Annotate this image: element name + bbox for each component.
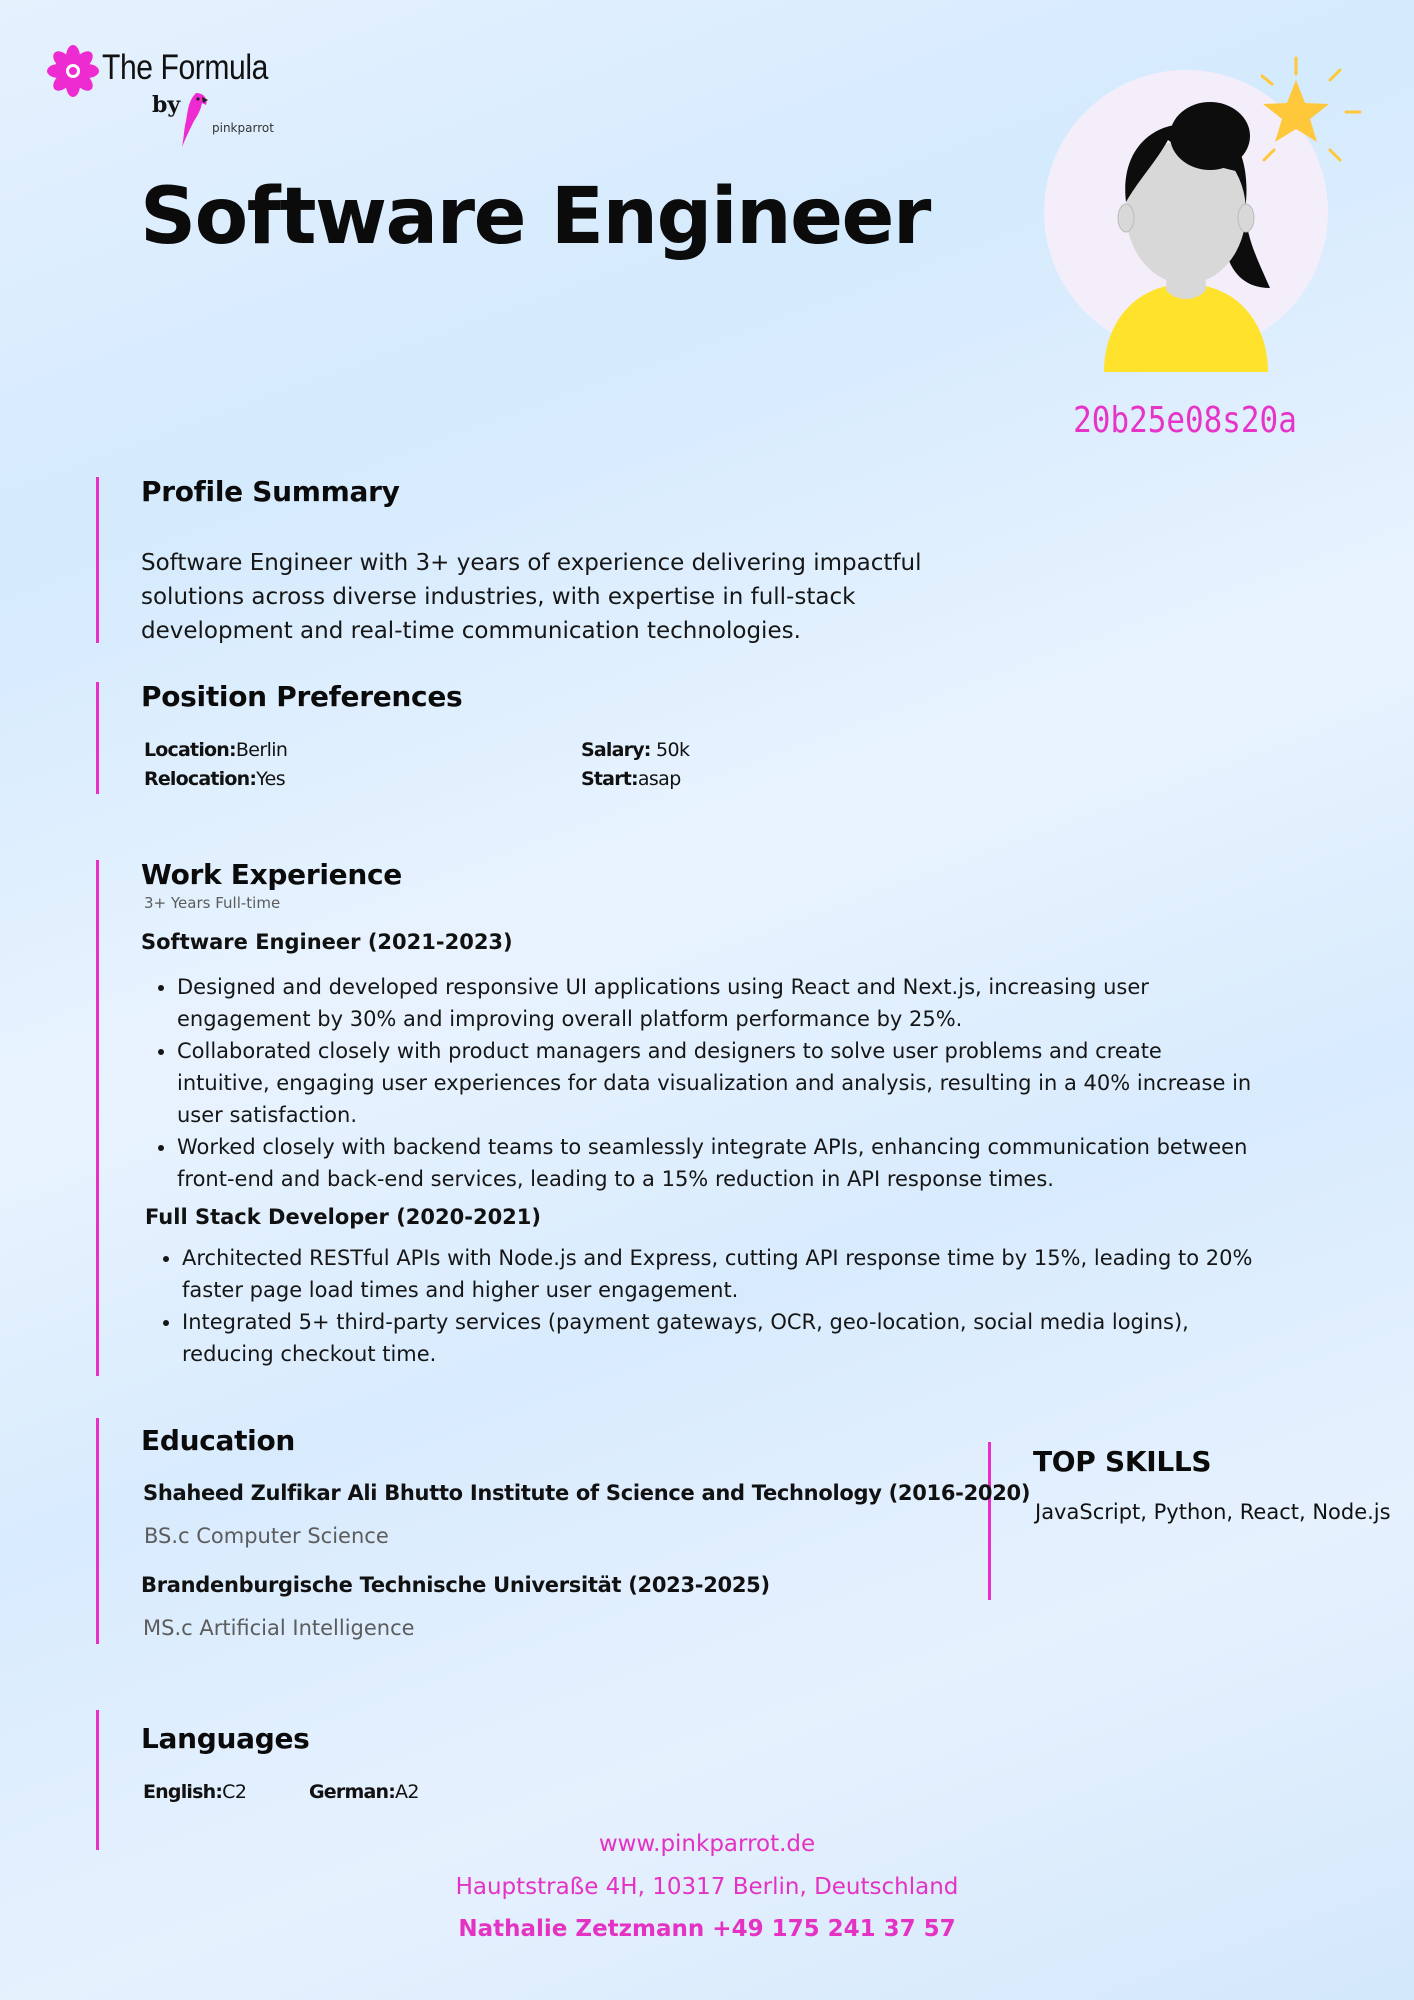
education-degree: MS.c Artificial Intelligence bbox=[143, 1616, 415, 1640]
language-item: German:A2 bbox=[309, 1781, 419, 1803]
footer-website[interactable]: www.pinkparrot.de bbox=[598, 1831, 816, 1857]
list-item: • Integrated 5+ third-party services (payment gateways, OCR, geo-location, social media logins), reducing checkout time. bbox=[182, 1306, 1332, 1370]
pref-salary: Salary: 50k bbox=[581, 739, 690, 761]
preferences-accent-bar bbox=[96, 682, 99, 794]
languages-heading: Languages bbox=[141, 1722, 310, 1755]
education-institution: Shaheed Zulfikar Ali Bhutto Institute of Science and Technology (2016-2020) bbox=[143, 1481, 1031, 1505]
job-title: Software Engineer (2021-2023) bbox=[141, 930, 513, 954]
profile-accent-bar bbox=[96, 477, 99, 643]
list-item: • Designed and developed responsive UI applications using React and Next.js, increasing user engagement by 30% and improving overall platform performance by 25%. bbox=[177, 971, 1327, 1035]
skills-list: JavaScript, Python, React, Node.js bbox=[1035, 1500, 1391, 1524]
flower-icon bbox=[46, 44, 100, 102]
language-item: English:C2 bbox=[143, 1781, 247, 1803]
pref-start: Start:asap bbox=[581, 768, 681, 790]
parrot-icon bbox=[176, 91, 210, 155]
profile-heading: Profile Summary bbox=[141, 475, 400, 508]
profile-summary bbox=[141, 546, 1041, 648]
languages-accent-bar bbox=[96, 1710, 99, 1850]
candidate-id: 20b25e08s20a bbox=[1073, 400, 1297, 441]
page-title: Software Engineer bbox=[140, 172, 930, 262]
pref-relocation: Relocation:Yes bbox=[144, 768, 286, 790]
logo-brand: pinkparrot bbox=[212, 121, 274, 135]
list-item: • Collaborated closely with product managers and designers to solve user problems and create intuitive, engaging user experiences for data visualization and analysis, resulting in a 40% increase in user satisfaction. bbox=[177, 1035, 1327, 1131]
star-icon bbox=[1244, 52, 1364, 176]
footer-contact: Nathalie Zetzmann +49 175 241 37 57 bbox=[458, 1916, 956, 1942]
skills-heading: TOP SKILLS bbox=[1033, 1445, 1212, 1478]
experience-heading: Work Experience bbox=[141, 858, 402, 891]
experience-subheading: 3+ Years Full-time bbox=[144, 894, 281, 912]
list-item: • Architected RESTful APIs with Node.js and Express, cutting API response time by 15%, leading to 20% faster page load times and higher user engagement. bbox=[182, 1242, 1332, 1306]
profile-line: Software Engineer with 3+ years of experience delivering impactful bbox=[141, 550, 922, 576]
skills-accent-bar bbox=[988, 1442, 991, 1600]
job-bullets bbox=[146, 1242, 1332, 1370]
footer-address: Hauptstraße 4H, 10317 Berlin, Deutschland bbox=[455, 1874, 959, 1900]
education-heading: Education bbox=[141, 1424, 296, 1457]
experience-accent-bar bbox=[96, 860, 99, 1376]
pref-location: Location:Berlin bbox=[144, 739, 288, 761]
education-degree: BS.c Computer Science bbox=[144, 1524, 389, 1548]
job-title: Full Stack Developer (2020-2021) bbox=[145, 1205, 541, 1229]
logo-title: The Formula bbox=[102, 48, 268, 87]
education-institution: Brandenburgische Technische Universität (2023-2025) bbox=[141, 1573, 770, 1597]
logo-by: by bbox=[152, 92, 181, 118]
job-bullets bbox=[141, 971, 1327, 1195]
education-accent-bar bbox=[96, 1418, 99, 1644]
preferences-heading: Position Preferences bbox=[141, 680, 463, 713]
profile-line: development and real-time communication technologies. bbox=[141, 618, 801, 644]
list-item: • Worked closely with backend teams to seamlessly integrate APIs, enhancing communication between front-end and back-end services, leading to a 15% reduction in API response times. bbox=[177, 1131, 1327, 1195]
profile-line: solutions across diverse industries, with expertise in full-stack bbox=[141, 584, 856, 610]
